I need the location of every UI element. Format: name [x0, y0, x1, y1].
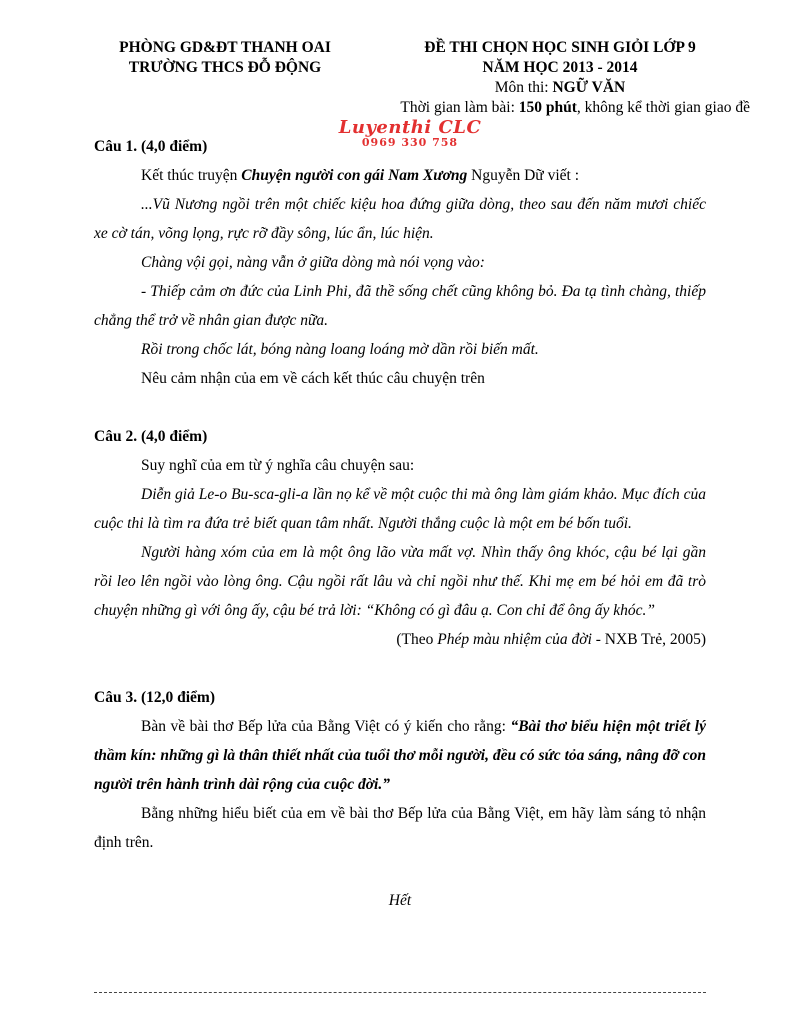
- q1-quote-3: - Thiếp cảm ơn đức của Linh Phi, đã thề sống chết cũng không bỏ. Đa tạ tình chàng, thiếp chẳng thể trở về nhân gian được nữa.: [94, 283, 706, 329]
- school-name: TRƯỜNG THCS ĐỖ ĐỘNG: [128, 59, 322, 76]
- spacer: [94, 393, 706, 422]
- q1-quote-2: Chàng vội gọi, nàng vẫn ở giữa dòng mà nói vọng vào:: [141, 254, 485, 271]
- spacer: [94, 654, 706, 683]
- q2-source-title: Phép màu nhiệm của đời: [437, 631, 592, 648]
- exam-title: ĐỀ THI CHỌN HỌC SINH GIỎI LỚP 9: [424, 39, 696, 56]
- subject-line: [360, 78, 760, 98]
- q2-source: [94, 625, 706, 654]
- time-prefix: Thời gian làm bài:: [400, 99, 519, 116]
- time-line: [360, 98, 760, 118]
- q1-title: Câu 1. (4,0 điểm): [94, 138, 208, 155]
- subject-label: Môn thi:: [494, 79, 553, 96]
- q2-source-prefix: (Theo: [396, 631, 438, 648]
- q1-intro: [94, 161, 706, 190]
- q2-story-2: Người hàng xóm của em là một ông lão vừa mất vợ. Nhìn thấy ông khóc, cậu bé lại gần rồi leo lên ngồi vào lòng ông. Cậu ngồi rất lâu và chỉ ngồi như thế. Khi mẹ em bé hỏi em đã trò chuyện những gì với ông ấy, cậu bé trả lời: “Không có gì đâu ạ. Con chỉ để ông ấy khóc.”: [94, 544, 706, 619]
- subject-value: NGỮ VĂN: [552, 79, 626, 96]
- school-header: [90, 38, 360, 78]
- q2-story-1: Diễn giả Le-o Bu-sca-gli-a lần nọ kể về một cuộc thi mà ông làm giám khảo. Mục đích của cuộc thi là tìm ra đứa trẻ biết quan tâm nhất. Người thắng cuộc là một em bé bốn tuổi.: [94, 486, 706, 532]
- q3-title: Câu 3. (12,0 điểm): [94, 689, 215, 706]
- time-suffix: , không kể thời gian giao đề: [576, 99, 750, 116]
- q3-intro: [94, 712, 706, 799]
- q2-title: Câu 2. (4,0 điểm): [94, 428, 208, 445]
- q2-intro: Suy nghĩ của em từ ý nghĩa câu chuyện sau:: [141, 457, 415, 474]
- end-marker: Hết: [388, 892, 412, 909]
- q2-source-suffix: - NXB Trẻ, 2005): [591, 631, 706, 648]
- q1-quote-1: ...Vũ Nương ngồi trên một chiếc kiệu hoa đứng giữa dòng, theo sau đến năm mươi chiếc xe cờ tán, võng lọng, rực rỡ đầy sông, lúc ẩn, lúc hiện.: [94, 196, 706, 242]
- q1-story-title: Chuyện người con gái Nam Xương: [241, 167, 468, 184]
- watermark-name: Luyenthi CLC: [338, 117, 482, 138]
- spacer: [94, 857, 706, 886]
- department-name: PHÒNG GD&ĐT THANH OAI: [119, 39, 331, 56]
- q1-intro-prefix: Kết thúc truyện: [141, 167, 242, 184]
- watermark-phone: 0969 330 758: [361, 136, 459, 149]
- exam-header: [360, 38, 760, 118]
- q1-quote-4: Rồi trong chốc lát, bóng nàng loang loáng mờ dần rồi biến mất.: [141, 341, 539, 358]
- q3-quote: “Bài thơ biểu hiện một triết lý thầm kín: những gì là thân thiết nhất của tuổi thơ mỗi người, đều có sức tỏa sáng, nâng đỡ con người trên hành trình dài rộng của cuộc đời.”: [94, 718, 706, 793]
- time-value: 150 phút: [518, 99, 577, 116]
- school-year: NĂM HỌC 2013 - 2014: [482, 59, 638, 76]
- q1-task: Nêu cảm nhận của em về cách kết thúc câu chuyện trên: [141, 370, 485, 387]
- footer-divider: [94, 992, 706, 993]
- q3-intro-text: Bàn về bài thơ Bếp lửa của Bằng Việt có ý kiến cho rằng:: [141, 718, 511, 735]
- q1-intro-suffix: Nguyễn Dữ viết :: [467, 167, 579, 184]
- exam-body: [94, 132, 706, 915]
- q3-task: Bằng những hiểu biết của em về bài thơ Bếp lửa của Bằng Việt, em hãy làm sáng tỏ nhận định trên.: [94, 805, 706, 851]
